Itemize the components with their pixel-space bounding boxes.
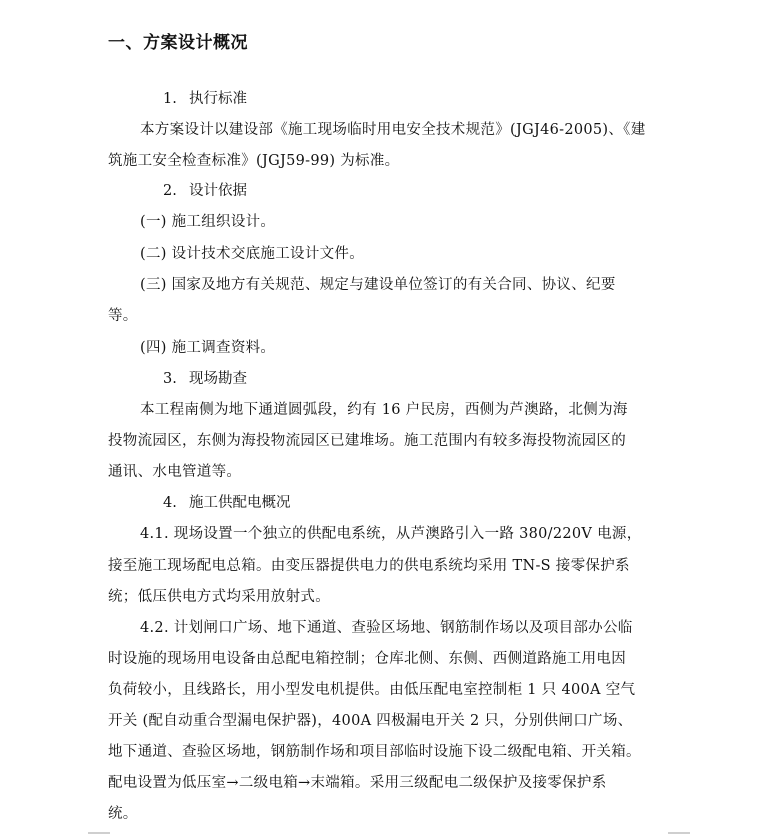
paragraph-line: 本工程南侧为地下通道圆弧段，约有 16 户民房，西侧为芦澳路，北侧为海 — [140, 402, 628, 418]
subsection-number: 1. — [163, 91, 177, 107]
subsection-2 — [163, 179, 247, 200]
paragraph-line: 4.2. 计划闸口广场、地下通道、查验区场地、钢筋制作场以及项目部办公临 — [140, 620, 633, 636]
section-heading: 一、方案设计概况 — [108, 33, 248, 53]
paragraph-line: 通讯、水电管道等。 — [108, 464, 242, 480]
subsection-4 — [163, 491, 291, 512]
list-item-continued: 等。 — [108, 308, 138, 324]
subsection-3 — [163, 367, 247, 388]
subsection-title: 现场勘查 — [189, 371, 247, 387]
subsection-number: 4. — [163, 495, 177, 511]
paragraph-line: 4.1. 现场设置一个独立的供配电系统，从芦澳路引入一路 380/220V 电源， — [140, 526, 642, 542]
subsection-number: 2. — [163, 183, 177, 199]
subsection-title: 设计依据 — [189, 183, 247, 199]
paragraph-line: 开关 (配自动重合型漏电保护器)，400A 四极漏电开关 2 只，分别供闸口广场、 — [108, 713, 633, 729]
paragraph-line: 统；低压供电方式均采用放射式。 — [108, 589, 330, 605]
paragraph-line: 配电设置为低压室→二级电箱→末端箱。采用三级配电二级保护及接零保护系 — [108, 775, 607, 791]
paragraph-line: 筑施工安全检查标准》(JGJ59-99) 为标准。 — [108, 153, 400, 169]
list-item: (四) 施工调查资料。 — [140, 340, 276, 356]
subsection-1 — [163, 87, 247, 108]
paragraph-line: 接至施工现场配电总箱。由变压器提供电力的供电系统均采用 TN-S 接零保护系 — [108, 558, 630, 574]
list-item: (三) 国家及地方有关规范、规定与建设单位签订的有关合同、协议、纪要 — [140, 277, 616, 293]
paragraph-line: 地下通道、查验区场地，钢筋制作场和项目部临时设施下设二级配电箱、开关箱。 — [108, 744, 641, 760]
paragraph-line: 统。 — [108, 806, 138, 822]
page-corner-mark-left — [88, 832, 110, 834]
subsection-title: 施工供配电概况 — [189, 495, 291, 511]
page-corner-mark-right — [668, 832, 690, 834]
subsection-number: 3. — [163, 371, 177, 387]
paragraph-line: 时设施的现场用电设备由总配电箱控制；仓库北侧、东侧、西侧道路施工用电因 — [108, 651, 626, 667]
paragraph-line: 负荷较小，且线路长，用小型发电机提供。由低压配电室控制柜 1 只 400A 空气 — [108, 682, 636, 698]
list-item: (二) 设计技术交底施工设计文件。 — [140, 246, 365, 262]
subsection-title: 执行标准 — [189, 91, 247, 107]
paragraph-line: 投物流园区，东侧为海投物流园区已建堆场。施工范围内有较多海投物流园区的 — [108, 433, 626, 449]
paragraph-line: 本方案设计以建设部《施工现场临时用电安全技术规范》(JGJ46-2005)、《建 — [140, 122, 646, 138]
list-item: (一) 施工组织设计。 — [140, 214, 276, 230]
